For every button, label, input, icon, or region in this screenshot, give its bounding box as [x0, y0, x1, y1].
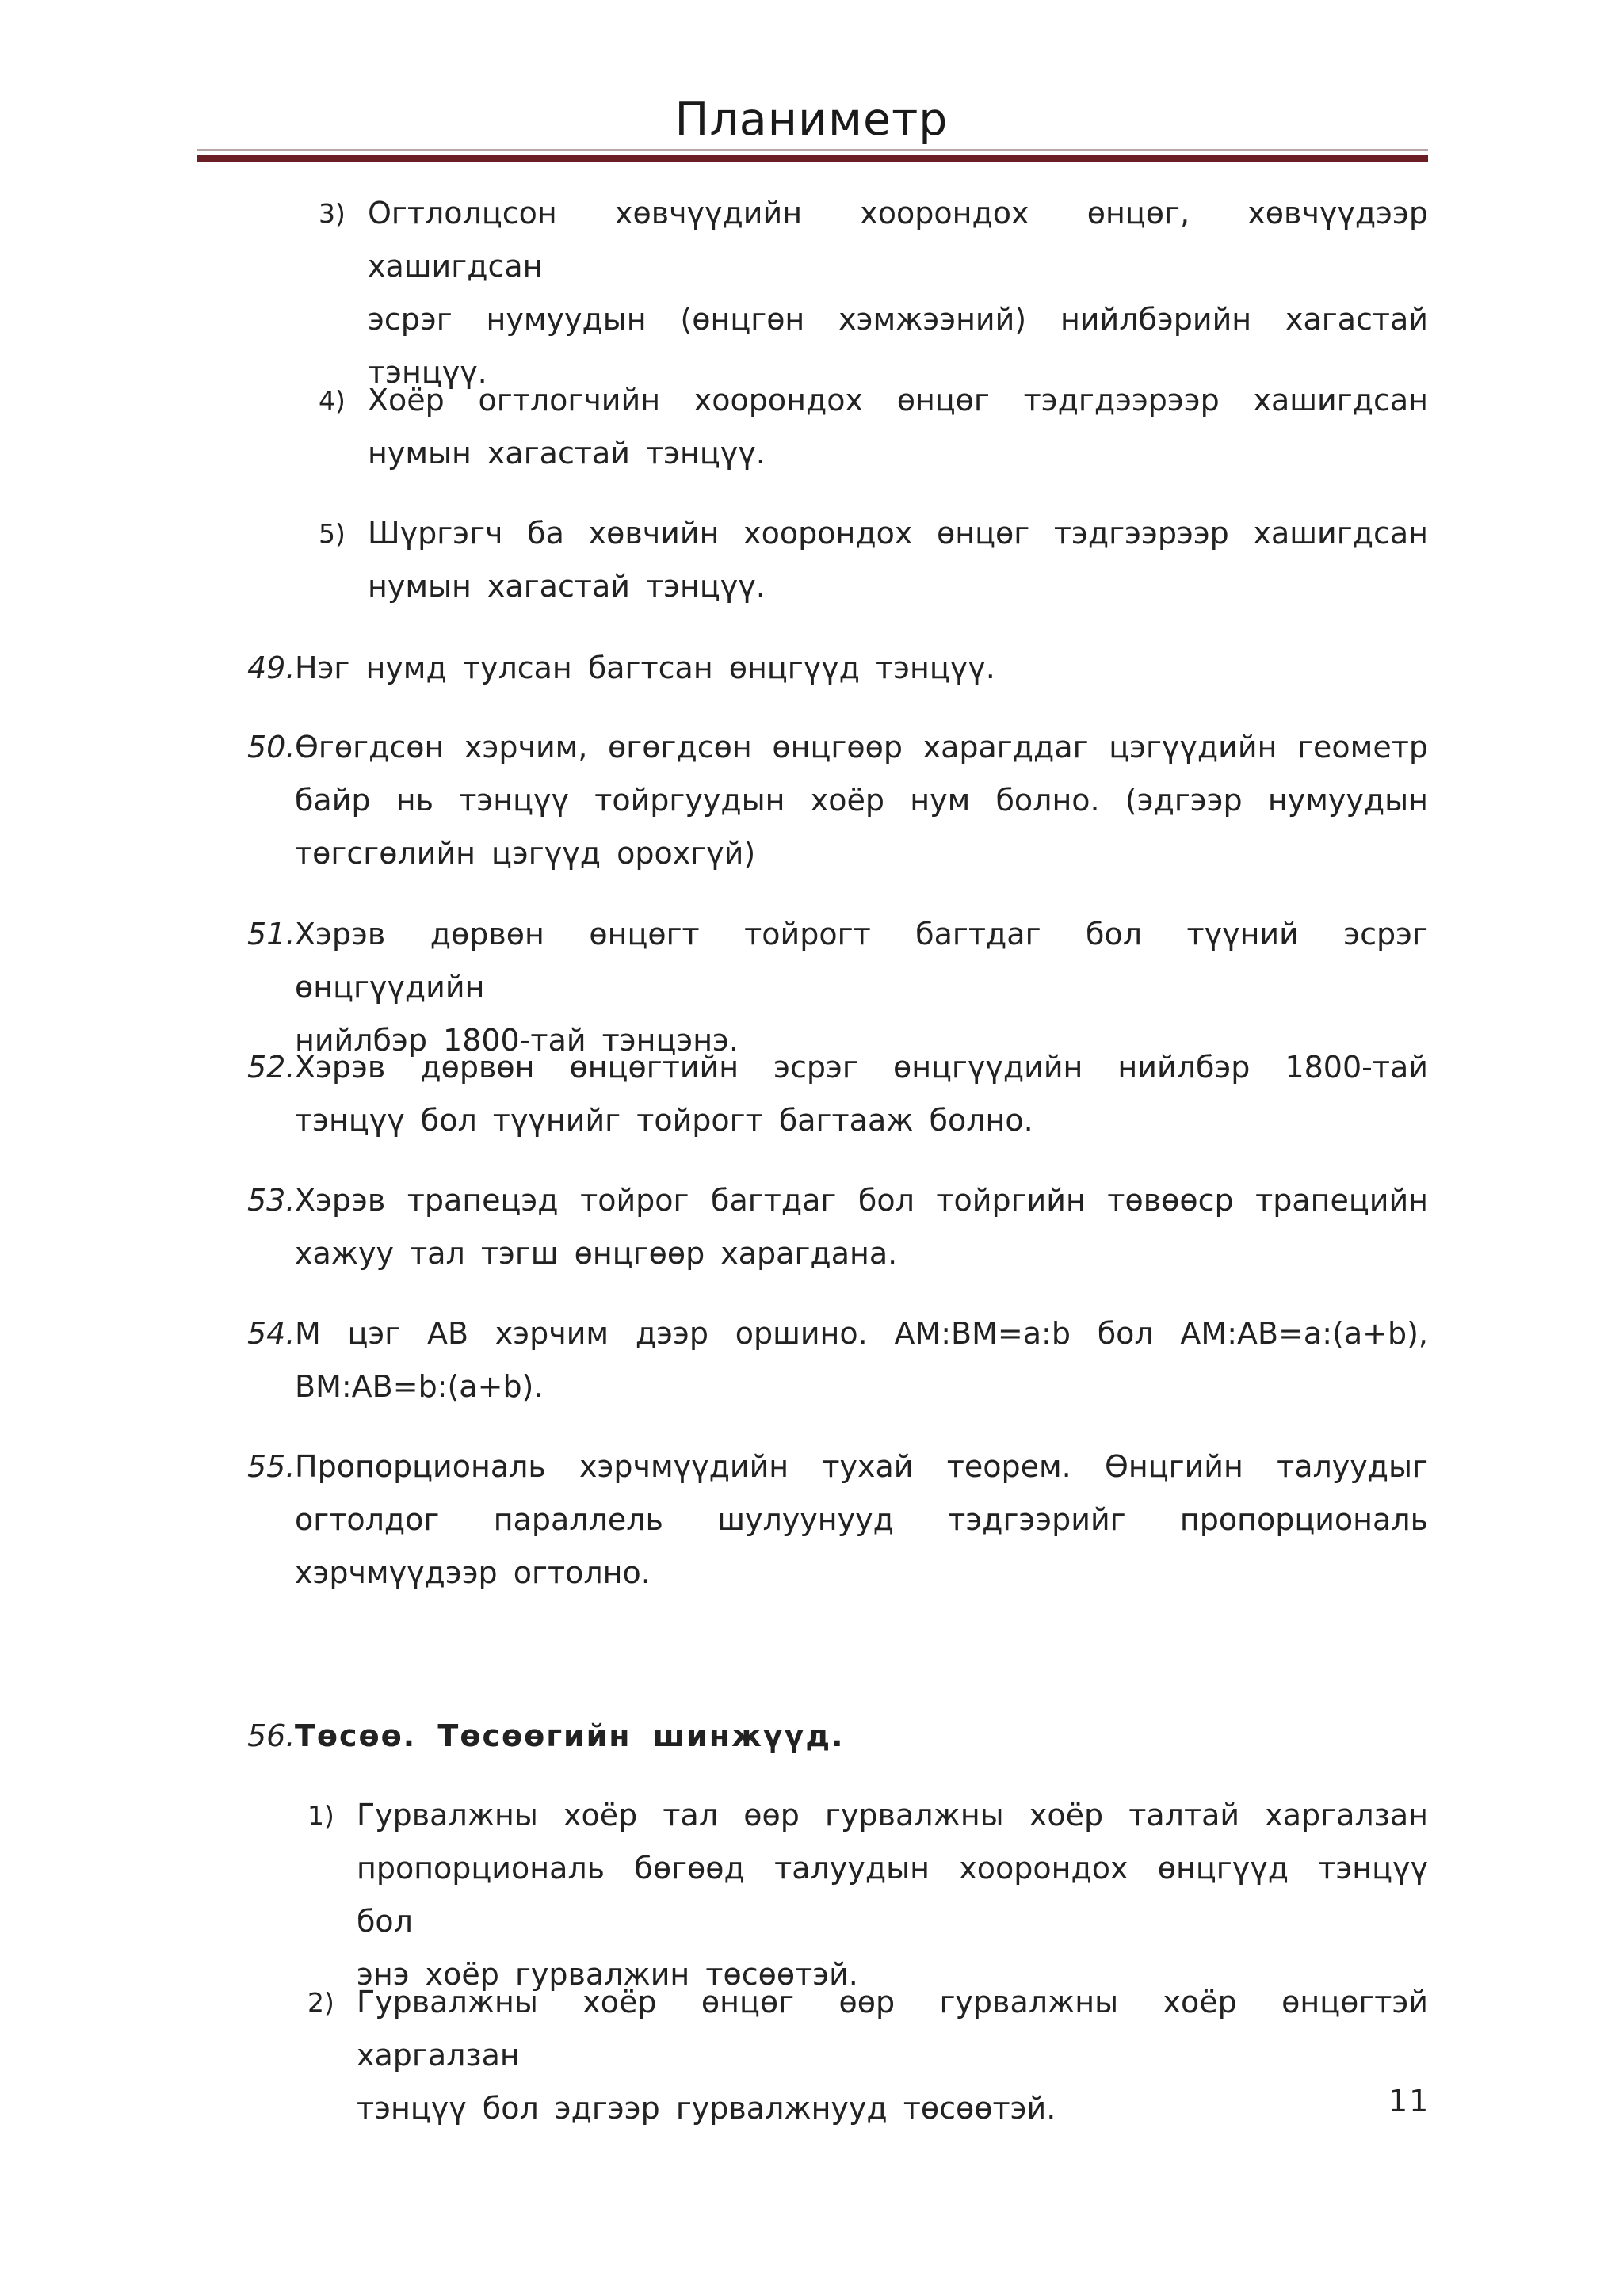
paragraph-line: Шүргэгч ба хөвчийн хоорондох өнцөг тэдгээрээр хашигдсан	[368, 516, 1428, 551]
paragraph-line: Хэрэв трапецэд тойрог багтдаг бол тойргийн төвөөср трапецийн	[295, 1183, 1428, 1218]
paragraph-line: Хэрэв дөрвөн өнцөгт тойрогт багтдаг бол түүний эсрэг өнцгүүдийн	[295, 917, 1428, 1005]
list-number: 5)	[319, 518, 346, 549]
list-item-52	[247, 1041, 1428, 1147]
paragraph-line: Пропорциональ хэрчмүүдийн тухай теорем. Өнцгийн талуудыг	[295, 1449, 1428, 1484]
paragraph-line: Нэг нумд тулсан багтсан өнцгүүд тэнцүү.	[295, 650, 995, 685]
paragraph-line: хажуу тал тэгш өнцгөөр харагдана.	[295, 1236, 898, 1271]
sub-list-item-5	[319, 507, 1428, 613]
paragraph-line: Хоёр огтлогчийн хоорондох өнцөг тэдгдээрээр хашигдсан	[368, 383, 1428, 418]
paragraph-line: Гурвалжны хоёр тал өөр гурвалжны хоёр талтай харгалзан	[357, 1798, 1428, 1833]
header-rule-thick	[197, 155, 1428, 162]
paragraph-line: огтолдог параллель шулуунууд тэдгээрийг пропорциональ	[295, 1502, 1428, 1537]
list-number: 2)	[307, 1987, 334, 2018]
list-item-49	[247, 642, 1428, 695]
paragraph-line: пропорциональ бөгөөд талуудын хоорондох өнцгүүд тэнцүү бол	[357, 1851, 1428, 1939]
paragraph-line: тэнцүү бол эдгээр гурвалжнууд төсөөтэй.	[357, 2091, 1056, 2126]
paragraph-line: ВМ:АВ=b:(а+b).	[295, 1369, 544, 1404]
paragraph-line: энэ хоёр гурвалжин төсөөтэй.	[357, 1957, 858, 1992]
sub-list-item-3	[319, 187, 1428, 399]
list-number: 4)	[319, 385, 346, 416]
list-number: 52.	[247, 1050, 296, 1085]
paragraph-line: Өгөгдсөн хэрчим, өгөгдсөн өнцгөөр харагддаг цэгүүдийн геометр	[295, 730, 1428, 765]
paragraph-line: Гурвалжны хоёр өнцөг өөр гурвалжны хоёр өнцөгтэй харгалзан	[357, 1985, 1428, 2073]
paragraph-line: эсрэг нумуудын (өнцгөн хэмжээний) нийлбэрийн хагастай	[368, 302, 1428, 337]
list-number: 1)	[307, 1800, 334, 1831]
paragraph-line: М цэг АВ хэрчим дээр оршино. АМ:ВМ=а:b бол АМ:АВ=а:(а+b),	[295, 1316, 1428, 1351]
list-number: 51.	[247, 917, 296, 952]
sub-list-item-2	[307, 1976, 1428, 2135]
list-number: 54.	[247, 1316, 296, 1351]
paragraph-line: хэрчмүүдээр огтолно.	[295, 1555, 651, 1590]
paragraph-line: байр нь тэнцүү тойргуудын хоёр нум болно. (эдгээр нумуудын	[295, 783, 1428, 818]
paragraph-line: Огтлолцсон хөвчүүдийн хоорондох өнцөг, хөвчүүдээр хашигдсан	[368, 196, 1428, 284]
list-item-54	[247, 1307, 1428, 1413]
page-number: 11	[1388, 2084, 1430, 2119]
list-number: 56.	[247, 1718, 296, 1753]
section-heading: Төсөө. Төсөөгийн шинжүүд.	[295, 1718, 845, 1753]
list-number: 50.	[247, 730, 296, 765]
list-number: 49.	[247, 650, 296, 685]
list-item-55	[247, 1440, 1428, 1600]
paragraph-line: Хэрэв дөрвөн өнцөгтийн эсрэг өнцгүүдийн нийлбэр 1800-тай	[295, 1050, 1428, 1085]
paragraph-line: нийлбэр 1800-тай тэнцэнэ.	[295, 1023, 739, 1058]
page-title: Планиметр	[674, 93, 949, 146]
paragraph-line: тэнцүү бол түүнийг тойрогт багтааж болно.	[295, 1103, 1033, 1138]
list-item-56-heading	[247, 1710, 1428, 1763]
paragraph-line: төгсгөлийн цэгүүд орохгүй)	[295, 836, 756, 871]
list-number: 53.	[247, 1183, 296, 1218]
list-number: 3)	[319, 198, 346, 229]
paragraph-line: нумын хагастай тэнцүү.	[368, 436, 766, 471]
paragraph-line: нумын хагастай тэнцүү.	[368, 569, 766, 604]
list-number: 55.	[247, 1449, 296, 1484]
sub-list-item-4	[319, 374, 1428, 480]
list-item-53	[247, 1174, 1428, 1280]
header-rule-thin	[197, 149, 1428, 151]
sub-list-item-1	[307, 1789, 1428, 2001]
list-item-50	[247, 721, 1428, 880]
paragraph-line: тэнцүү.	[368, 355, 487, 390]
